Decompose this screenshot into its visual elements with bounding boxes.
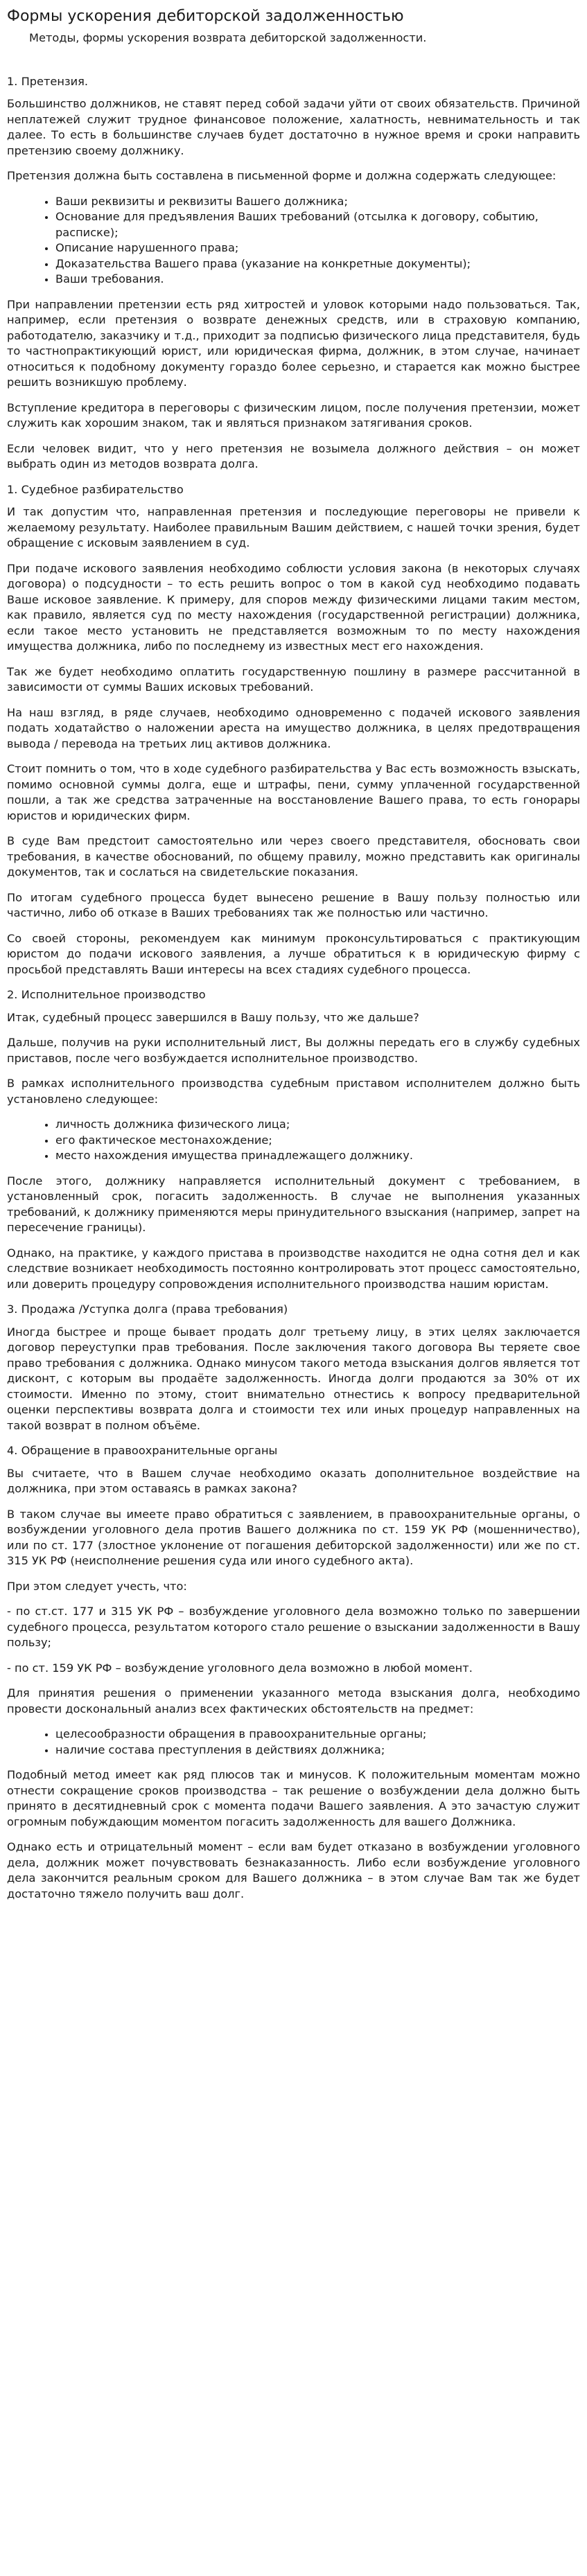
section-heading: 1. Претензия. — [7, 74, 88, 88]
paragraph: В суде Вам предстоит самостоятельно или через своего представителя, обосновать свои требования, в качестве обоснований, по общему правилу, можно представить как оригиналы документов, так и сослаться на свидетельские показания. — [7, 834, 580, 879]
bullet-list — [7, 1117, 580, 1164]
bullet-list — [7, 194, 580, 288]
list-item: • место нахождения имущества принадлежащего должнику. — [55, 1148, 580, 1164]
paragraph: В таком случае вы имеете право обратиться с заявлением, в правоохранительные органы, о возбуждении уголовного дела против Вашего должника по ст. 159 УК РФ (мошенничество), или по ст. 177 (злостное уклонение от погашения дебиторской задолженности) или же по ст. 315 УК РФ (неисполнение решения суда или иного судебного акта). — [7, 1507, 580, 1567]
section-heading: 1. Судебное разбирательство — [7, 482, 184, 496]
paragraph: По итогам судебного процесса будет вынесено решение в Вашу пользу полностью или частично, либо об отказе в Ваших требованиях так же полностью или частично. — [7, 890, 580, 919]
list-item: • наличие состава преступления в действиях должника; — [55, 1743, 580, 1758]
list-item: • целесообразности обращения в правоохранительные органы; — [55, 1727, 580, 1743]
list-item: • Ваши реквизиты и реквизиты Вашего должника; — [55, 194, 580, 210]
paragraph: Большинство должников, не ставят перед собой задачи уйти от своих обязательств. Причиной неплатежей служит трудное финансовое положение, халатность, невнимательность и так далее. То есть в большинстве случаев будет достаточно в нужное время и сроки направить претензию своему должнику. — [7, 97, 580, 157]
paragraph: Если человек видит, что у него претензия не возымела должного действия – он может выбрать один из методов возврата долга. — [7, 441, 580, 470]
paragraph: И так допустим что, направленная претензия и последующие переговоры не привели к желаемому результату. Наиболее правильным Вашим действием, с нашей точки зрения, будет обращение с исковым заявлением в суд. — [7, 505, 580, 549]
paragraph: Подобный метод имеет как ряд плюсов так и минусов. К положительным моментам можно отнести сокращение сроков производства – так решение о возбуждении дела должно быть принято в десятидневный срок с момента подачи Вашего заявления. А это зачастую служит огромным побуждающим моментом погасить задолженность для вашего Должника. — [7, 1768, 580, 1828]
paragraph: После этого, должнику направляется исполнительный документ с требованием, в установленный срок, погасить задолженность. В случае не выполнения указанных требований, к должнику применяются меры принудительного взыскания (например, запрет на пересечение границы). — [7, 1174, 580, 1234]
paragraph: При подаче искового заявления необходимо соблюсти условия закона (в некоторых случаях договора) о подсудности – то есть решить вопрос о том в какой суд необходимо подавать Ваше исковое заявление. К примеру, для споров между физическими лицами таким местом, как правило, является суд по месту нахождения (государственной регистрации) должника, если такое место установить не представляется возможным то по месту нахождения имущества должника, либо по последнему из известных мест его нахождения. — [7, 561, 580, 653]
paragraph: Стоит помнить о том, что в ходе судебного разбирательства у Вас есть возможность взыскать, помимо основной суммы долга, еще и штрафы, пени, сумму уплаченной государственной пошли, а так же средства затраченные на восстановление Вашего права, то есть гонорары юристов и юридических фирм. — [7, 762, 580, 822]
paragraph: - по ст. 159 УК РФ – возбуждение уголовного дела возможно в любой момент. — [7, 1661, 473, 1675]
section-heading: 4. Обращение в правоохранительные органы — [7, 1444, 278, 1457]
paragraph: На наш взгляд, в ряде случаев, необходимо одновременно с подачей искового заявления подать ходатайство о наложении ареста на имущество должника, в целях предотвращения вывода / перевода на третьих лиц активов должника. — [7, 705, 580, 750]
paragraph: Так же будет необходимо оплатить государственную пошлину в размере рассчитанной в зависимости от суммы Ваших исковых требований. — [7, 664, 580, 694]
article-body — [7, 74, 580, 1903]
paragraph: При направлении претензии есть ряд хитростей и уловок которыми надо пользоваться. Так, например, если претензия о возврате денежных средств, или в страховую компанию, работодателю, заказчику и т.д., приходит за подписью физического лица представителя, будь то частнопрактикующий юрист, или юридическая фирма, должник, в этом случае, начинает относиться к подобному документу гораздо более серьезно, и старается как можно быстрее решить возникшую проблему. — [7, 297, 580, 389]
paragraph: Претензия должна быть составлена в письменной форме и должна содержать следующее: — [7, 169, 557, 182]
paragraph: Вступление кредитора в переговоры с физическим лицом, после получения претензии, может служить как хорошим знаком, так и являться признаком затягивания сроков. — [7, 400, 580, 430]
paragraph: Иногда быстрее и проще бывает продать долг третьему лицу, в этих целях заключается договор переуступки прав требования. После заключения такого договора Вы теряете свое право требования с должника. Однако минусом такого метода взыскания долгов является тот дисконт, с которым вы продаёте задолженность. Иногда долги продаются за 30% от их стоимости. Именно по этому, стоит внимательно отнестись к вопросу предварительной оценки перспективы возврата долга и стоимости тех или иных процедур направленных на такой возврат в полном объёме. — [7, 1325, 580, 1432]
paragraph: Дальше, получив на руки исполнительный лист, Вы должны передать его в службу судебных приставов, после чего возбуждается исполнительное производство. — [7, 1036, 580, 1065]
page-title: Формы ускорения дебиторской задолженностью — [7, 8, 404, 25]
list-item: • личность должника физического лица; — [55, 1117, 580, 1133]
paragraph: - по ст.ст. 177 и 315 УК РФ – возбуждение уголовного дела возможно только по завершении судебного процесса, результатом которого стало решение о взыскании задолженности в Вашу пользу; — [7, 1605, 580, 1649]
paragraph: Однако есть и отрицательный момент – если вам будет отказано в возбуждении уголовного дела, должник может почувствовать безнаказанность. Либо если возбуждение уголовного дела закончится реальным сроком для Вашего должника – в этом случае Вам так же будет достаточно тяжело получить ваш долг. — [7, 1840, 580, 1900]
paragraph: Итак, судебный процесс завершился в Вашу пользу, что же дальше? — [7, 1010, 419, 1024]
paragraph: В рамках исполнительного производства судебным приставом исполнителем должно быть установлено следующее: — [7, 1077, 580, 1106]
paragraph: Однако, на практике, у каждого пристава в производстве находится не одна сотня дел и как следствие возникает необходимость постоянно контролировать этот процесс самостоятельно, или доверить процедуру сопровождения исполнительного производства нашим юристам. — [7, 1246, 580, 1291]
bullet-list — [7, 1727, 580, 1758]
list-item: • Основание для предъявления Ваших требований (отсылка к договору, событию, расписке); — [55, 209, 580, 240]
list-item: • Описание нарушенного права; — [55, 240, 580, 256]
section-heading: 3. Продажа /Уступка долга (права требования) — [7, 1303, 288, 1316]
page-subtitle: Методы, формы ускорения возврата дебиторской задолженности. — [29, 31, 427, 44]
list-item: • его фактическое местонахождение; — [55, 1133, 580, 1149]
paragraph: Со своей стороны, рекомендуем как минимум проконсультироваться с практикующим юристом до подачи искового заявления, а лучше обратиться к в юридическую фирму с просьбой представлять Ваши интересы на всех стадиях судебного процесса. — [7, 931, 580, 976]
paragraph: При этом следует учесть, что: — [7, 1579, 187, 1593]
list-item: • Ваши требования. — [55, 272, 580, 288]
section-heading: 2. Исполнительное производство — [7, 988, 206, 1001]
paragraph: Вы считаете, что в Вашем случае необходимо оказать дополнительное воздействие на должника, при этом оставаясь в рамках закона? — [7, 1466, 580, 1495]
list-item: • Доказательства Вашего права (указание на конкретные документы); — [55, 256, 580, 272]
paragraph: Для принятия решения о применении указанного метода взыскания долга, необходимо провести доскональный анализ всех фактических обстоятельств на предмет: — [7, 1686, 580, 1715]
